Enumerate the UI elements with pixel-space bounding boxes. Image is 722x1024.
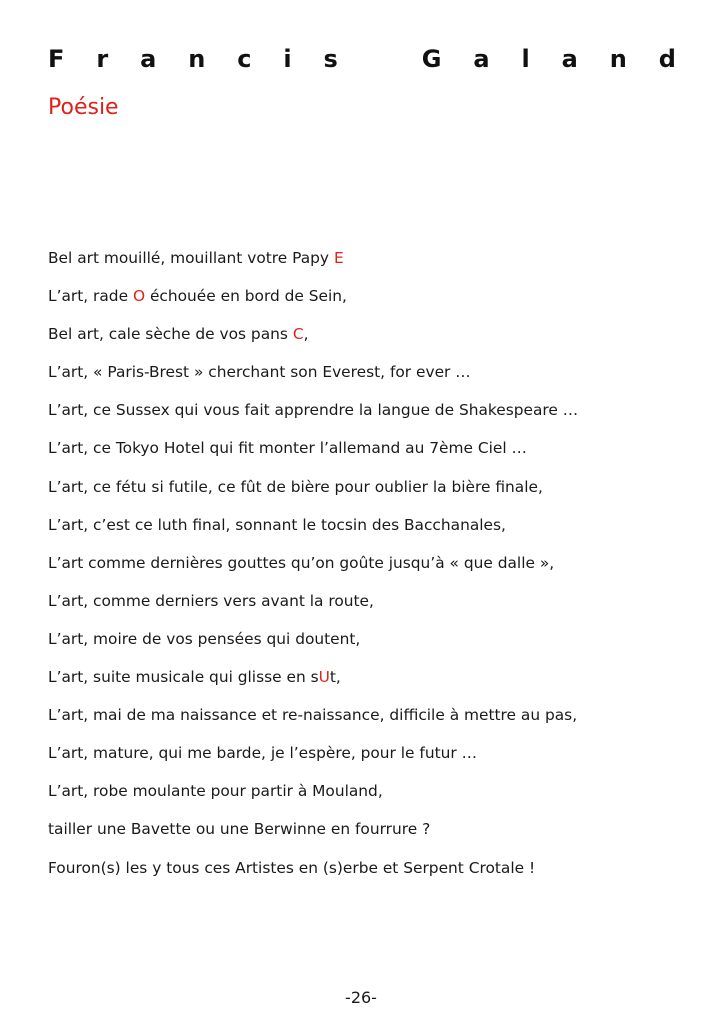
acrostic-letter: C	[292, 325, 304, 344]
author-letter: l	[521, 45, 530, 73]
poem-line: L’art, suite musicale qui glisse en sUt,	[48, 668, 341, 687]
author-letter: i	[283, 45, 292, 73]
acrostic-letter: O	[132, 287, 146, 306]
poem-line: tailler une Bavette ou une Berwinne en fourrure ?	[48, 820, 431, 839]
author-letter: F	[48, 45, 65, 73]
poem-line: Bel art, cale sèche de vos pans C,	[48, 325, 309, 344]
poem-body	[48, 243, 708, 891]
author-word-gap	[370, 44, 390, 74]
poem-line: L’art, robe moulante pour partir à Mouland,	[48, 782, 383, 801]
poem-line: L’art, ce fétu si futile, ce fût de bière pour oublier la bière finale,	[48, 477, 543, 496]
author-letter: a	[473, 45, 490, 73]
poem-line: L’art, comme derniers vers avant la route,	[48, 591, 374, 610]
author-letter: s	[323, 45, 338, 73]
poem-line: L’art comme dernières gouttes qu’on goûte jusqu’à « que dalle »,	[48, 553, 555, 572]
acrostic-letter: U	[318, 668, 330, 687]
author-letter: a	[140, 45, 157, 73]
poem-line: L’art, ce Sussex qui vous fait apprendre la langue de Shakespeare …	[48, 401, 579, 420]
poem-line: L’art, mai de ma naissance et re-naissance, difficile à mettre au pas,	[48, 706, 578, 725]
author-letter: n	[188, 45, 206, 73]
poem-line: L’art, rade O échouée en bord de Sein,	[48, 287, 347, 306]
acrostic-letter: E	[333, 249, 344, 267]
poem-line: Fouron(s) les y tous ces Artistes en (s)erbe et Serpent Crotale !	[48, 858, 536, 877]
author-letter: a	[561, 45, 578, 73]
poem-line: Bel art mouillé, mouillant votre Papy E	[48, 249, 344, 267]
poem-line: L’art, c’est ce luth final, sonnant le tocsin des Bacchanales,	[48, 515, 506, 534]
author-letter: d	[658, 45, 676, 73]
page-number: -26-	[345, 988, 377, 1007]
poem-line: L’art, mature, qui me barde, je l’espère, pour le futur …	[48, 744, 477, 763]
author-name	[48, 44, 676, 74]
poem-line: L’art, ce Tokyo Hotel qui fit monter l’allemand au 7ème Ciel …	[48, 439, 527, 458]
author-letter: r	[96, 45, 109, 73]
author-letter: G	[421, 45, 442, 73]
poem-line: L’art, « Paris-Brest » cherchant son Everest, for ever …	[48, 363, 471, 382]
category-label: Poésie	[48, 95, 119, 120]
author-letter: c	[237, 45, 252, 73]
author-letter: n	[609, 45, 627, 73]
poem-line: L’art, moire de vos pensées qui doutent,	[48, 629, 361, 648]
